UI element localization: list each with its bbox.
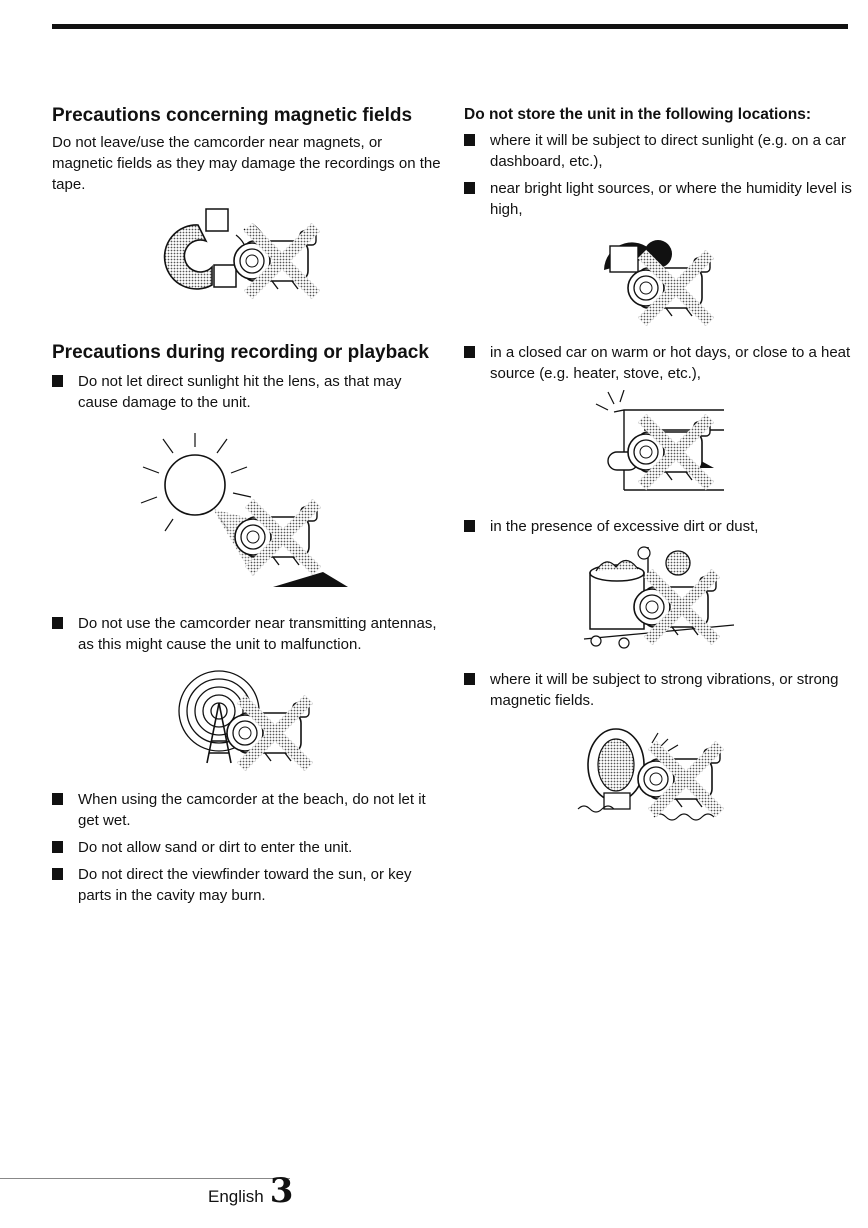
bullet-text: Do not allow sand or dirt to enter the unit. bbox=[78, 839, 353, 856]
bullet-text: where it will be subject to strong vibrations, or strong magnetic fields. bbox=[490, 671, 839, 709]
bullet-vibrations bbox=[464, 669, 854, 711]
page-footer bbox=[208, 1171, 294, 1211]
top-rule bbox=[52, 24, 848, 29]
bullet-square bbox=[52, 793, 63, 805]
bullet-beach bbox=[52, 789, 444, 831]
bullet-dirt-dust bbox=[464, 516, 854, 537]
bullet-square bbox=[464, 182, 475, 194]
bullet-square bbox=[464, 346, 475, 358]
sunlight-illustration bbox=[133, 427, 363, 595]
page-number: 3 bbox=[269, 1171, 294, 1211]
bullet-closed-car bbox=[464, 342, 854, 384]
bullet-text: Do not use the camcorder near transmitting antennas, as this might cause the unit to malfunction. bbox=[78, 615, 437, 653]
bullet-direct-sunlight-dashboard bbox=[464, 130, 854, 172]
bullet-square bbox=[464, 520, 475, 532]
antenna-illustration bbox=[173, 663, 323, 775]
bullet-square bbox=[52, 868, 63, 880]
heading-magnetic-fields: Precautions concerning magnetic fields bbox=[52, 105, 413, 126]
bullet-text: where it will be subject to direct sunlight (e.g. on a car dashboard, etc.), bbox=[490, 132, 847, 170]
bullet-square bbox=[52, 841, 63, 853]
heading-storage-locations: Do not store the unit in the following locations: bbox=[464, 106, 812, 123]
bullet-text: Do not let direct sunlight hit the lens, as that may cause damage to the unit. bbox=[78, 373, 402, 411]
footer-language: English bbox=[208, 1187, 264, 1206]
bullet-square bbox=[52, 617, 63, 629]
bullet-sand-dirt bbox=[52, 837, 444, 858]
dirt-dust-illustration bbox=[574, 543, 744, 655]
car-dashboard-illustration bbox=[584, 390, 734, 500]
magnetic-fields-text: Do not leave/use the camcorder near magnets, or magnetic fields as they may damage the recordings on the tape. bbox=[52, 134, 441, 193]
bullet-text: near bright light sources, or where the humidity level is high, bbox=[490, 180, 852, 218]
heading-recording-playback: Precautions during recording or playback bbox=[52, 342, 429, 363]
magnet-illustration bbox=[158, 195, 338, 325]
bullet-text: When using the camcorder at the beach, do not let it get wet. bbox=[78, 791, 426, 829]
bullet-text: Do not direct the viewfinder toward the sun, or key parts in the cavity may burn. bbox=[78, 866, 412, 904]
bullet-square bbox=[52, 375, 63, 387]
bullet-square bbox=[464, 134, 475, 146]
bullet-viewfinder bbox=[52, 864, 444, 906]
bullet-antennas bbox=[52, 613, 444, 655]
right-column bbox=[464, 104, 854, 829]
vibration-illustration bbox=[574, 717, 744, 829]
bullet-bright-light-humidity bbox=[464, 178, 854, 220]
bullet-direct-sunlight bbox=[52, 371, 444, 413]
bullet-square bbox=[464, 673, 475, 685]
bullet-text: in a closed car on warm or hot days, or close to a heat source (e.g. heater, stove, etc.), bbox=[490, 344, 851, 382]
left-column bbox=[52, 104, 444, 906]
lamp-humidity-illustration bbox=[584, 226, 734, 330]
bullet-text: in the presence of excessive dirt or dust, bbox=[490, 518, 759, 535]
